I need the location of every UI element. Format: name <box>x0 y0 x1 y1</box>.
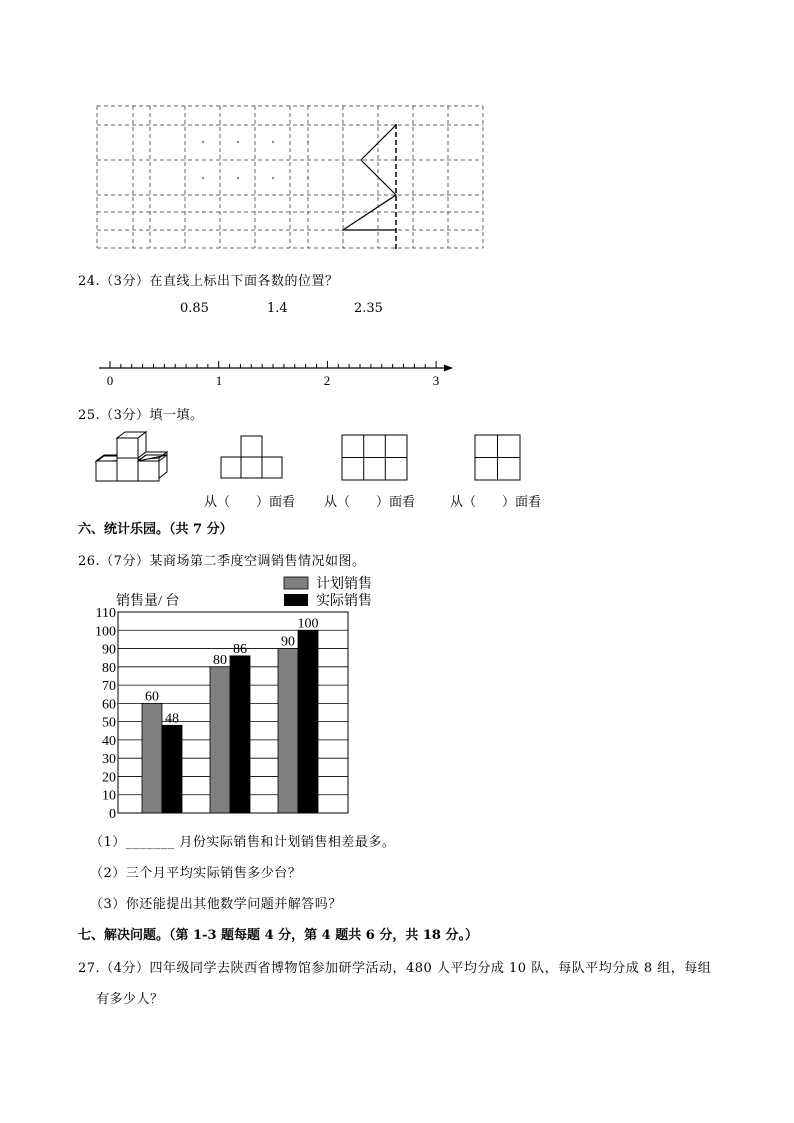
number-line-label-1: 1 <box>215 373 223 388</box>
q26-sub-1: （1）_______ 月份实际销售和计划销售相差最多。 <box>90 835 396 850</box>
legend-swatch-actual <box>284 594 308 606</box>
q24-title: 24.（3分）在直线上标出下面各数的位置？ <box>78 274 339 289</box>
grid-lines <box>97 106 483 248</box>
view-figure-3 <box>474 434 522 482</box>
chart-legend <box>284 575 372 609</box>
sales-bar-chart <box>80 570 400 825</box>
q27-line-2: 有多少人？ <box>96 992 164 1007</box>
q27-line-1: 27.（4分）四年级同学去陕西省博物馆参加研学活动，480 人平均分成 10 队，每队平均分成 8 组，每组 <box>78 961 712 976</box>
bar-value-label: 90 <box>281 634 295 650</box>
q24-value-1: 0.85 <box>180 301 209 316</box>
chart-ytick-label: 40 <box>102 733 116 749</box>
chart-ytick-label: 110 <box>95 606 116 621</box>
bar-plan <box>142 703 162 813</box>
chart-ytick-label: 50 <box>102 715 116 731</box>
chart-ytick-label: 0 <box>109 807 116 822</box>
q25-answer-3[interactable]: 从（ ）面看 <box>450 495 542 510</box>
number-line-label-2: 2 <box>323 373 331 388</box>
number-line <box>95 358 465 392</box>
number-line-label-0: 0 <box>106 373 114 388</box>
bar-value-label: 86 <box>233 641 247 657</box>
q25-title: 25.（3分）填一填。 <box>78 408 204 423</box>
number-line-arrow <box>444 365 453 372</box>
q24-value-2: 1.4 <box>267 301 288 316</box>
chart-ytick-label: 60 <box>102 697 116 713</box>
chart-ytick-label: 20 <box>102 770 116 786</box>
bar-value-label: 48 <box>165 711 179 727</box>
number-line-label-3: 3 <box>432 373 440 388</box>
chart-ytick-label: 100 <box>95 624 116 640</box>
q25-answer-1[interactable]: 从（ ）面看 <box>204 495 296 510</box>
q26-title: 26.（7分）某商场第二季度空调销售情况如图。 <box>78 554 366 569</box>
chart-ytick-label: 90 <box>102 642 116 658</box>
cube-stack-figure <box>93 430 183 485</box>
legend-label-plan: 计划销售 <box>316 577 372 592</box>
legend-label-actual: 实际销售 <box>316 594 372 609</box>
chart-ytick-label: 80 <box>102 660 116 676</box>
view-figure-1 <box>220 435 285 480</box>
symmetry-grid-figure <box>90 100 490 252</box>
chart-ytick-label: 70 <box>102 679 116 695</box>
bar-actual <box>230 656 250 813</box>
q24-value-3: 2.35 <box>354 301 383 316</box>
section-7-heading: 七、解决问题。（第 1-3 题每题 4 分，第 4 题共 6 分，共 18 分。） <box>78 928 478 943</box>
bar-plan <box>210 667 230 813</box>
view-figure-2 <box>341 434 409 482</box>
bar-actual <box>298 630 318 813</box>
q26-sub-2: （2）三个月平均实际销售多少台？ <box>90 866 302 881</box>
chart-ytick-label: 30 <box>102 752 116 768</box>
chart-ylabel: 销售量/ 台 <box>116 594 180 609</box>
q25-answer-2[interactable]: 从（ ）面看 <box>324 495 416 510</box>
chart-ytick-label: 10 <box>102 788 116 804</box>
bar-plan <box>278 649 298 813</box>
bar-value-label: 60 <box>145 689 159 705</box>
bar-value-label: 80 <box>213 652 227 668</box>
section-6-heading: 六、统计乐园。（共 7 分） <box>78 522 233 537</box>
bar-actual <box>162 725 182 813</box>
bar-value-label: 100 <box>297 616 319 632</box>
legend-swatch-plan <box>284 577 308 589</box>
half-shape <box>343 125 396 230</box>
q26-sub-3: （3）你还能提出其他数学问题并解答吗？ <box>90 897 342 912</box>
